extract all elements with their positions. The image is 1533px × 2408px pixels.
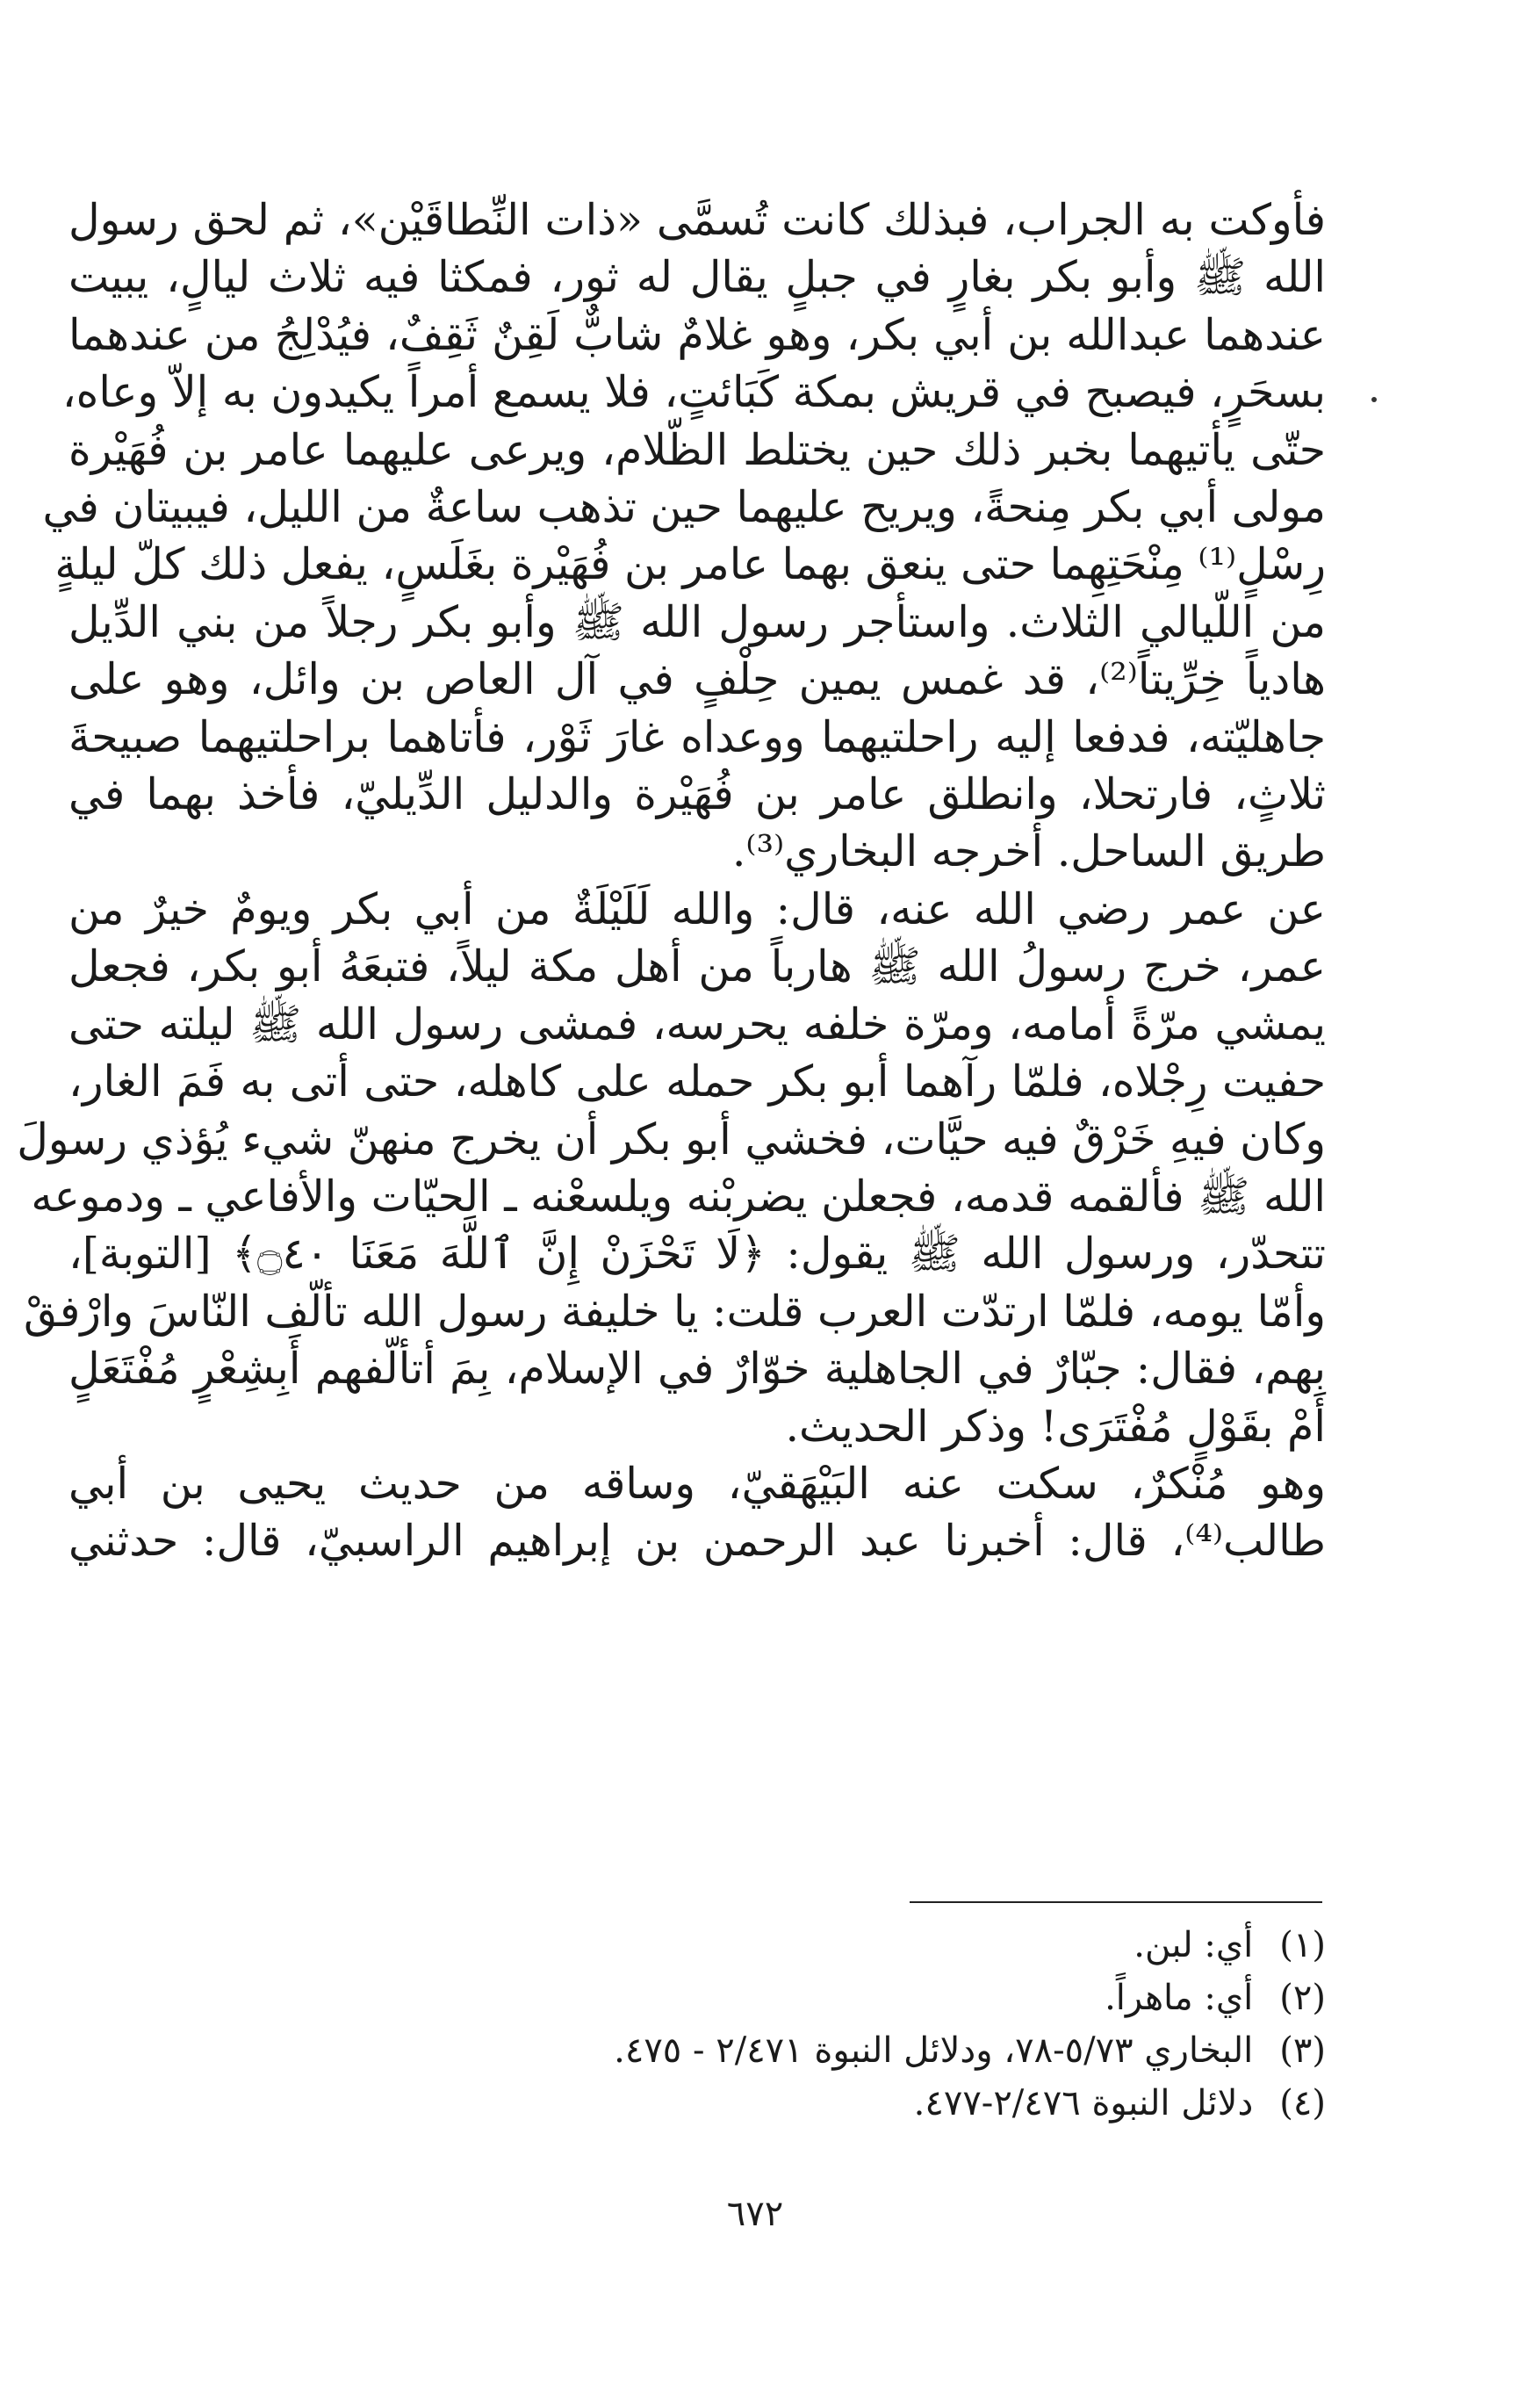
text-line: جاهليّته، فدفعا إليه راحلتيهما ووعداه غارَ ثَوْر، فأتاهما براحلتيهما صبيحةَ	[68, 711, 1326, 762]
text-line: حتّى يأتيهما بخبر ذلك حين يختلط الظّلام، ويرعى عليهما عامر بن فُهَيْرة	[68, 424, 1326, 475]
text-line: فأوكت به الجراب، فبذلك كانت تُسمَّى «ذات النِّطاقَيْن»، ثم لحق رسول	[68, 195, 1326, 245]
footnote-text: أي: ماهراً.	[1105, 1978, 1254, 2018]
text-line: طالب⁽⁴⁾، قال: أخبرنا عبد الرحمن بن إبراهيم الراسبيّ، قال: حدثني	[68, 1516, 1326, 1567]
text-line: يمشي مرّةً أمامه، ومرّة خلفه يحرسه، فمشى رسول الله ﷺ ليلته حتى	[68, 999, 1326, 1049]
text-line: رِسْلٍ⁽¹⁾ مِنْحَتِهِما حتى ينعق بهما عامر بن فُهَيْرة بغَلَسٍ، يفعل ذلك كلّ ليلةٍ	[54, 539, 1326, 590]
text-line: تتحدّر، ورسول الله ﷺ يقول: ﴿لَا تَحْزَنْ إِنَّ ٱللَّهَ مَعَنَا ۝٤٠﴾ [التوبة]،	[68, 1229, 1326, 1280]
text-line: وهو مُنْكرٌ، سكت عنه البَيْهَقيّ، وساقه من حديث يحيى بن أبي	[68, 1458, 1326, 1509]
footnote-text: أي: لبن.	[1134, 1925, 1254, 1965]
text-line: مولى أبي بكر مِنحةً، ويريح عليهما حين تذهب ساعةٌ من الليل، فيبيتان في	[42, 482, 1326, 533]
text-line: ثلاثٍ، فارتحلا، وانطلق عامر بن فُهَيْرة والدليل الدِّيليّ، فأخذ بهما في	[68, 769, 1326, 820]
main-text	[17, 191, 1326, 1570]
margin-dot	[1371, 397, 1377, 402]
text-line: الله ﷺ وأبو بكر بغارٍ في جبلٍ يقال له ثور، فمكثا فيه ثلاث ليالٍ، يبيت	[68, 252, 1326, 303]
text-line: عمر، خرج رسولُ الله ﷺ هارباً من أهل مكة ليلاً، فتبعَهُ أبو بكر، فجعل	[68, 941, 1326, 992]
footnote-divider	[910, 1901, 1322, 1903]
footnote-text: دلائل النبوة ٢/٤٧٦-٤٧٧.	[913, 2083, 1254, 2123]
text-line: حفيت رِجْلاه، فلمّا رآهما أبو بكر حمله على كاهله، حتى أتى به فَمَ الغار،	[68, 1056, 1326, 1107]
text-line: بهم، فقال: جبّارٌ في الجاهلية خوّارٌ في الإسلام، بِمَ أتألّفهم أَبِشِعْرٍ مُفْتَعَلٍ	[68, 1344, 1326, 1395]
text-line: عن عمر رضي الله عنه، قال: والله لَلَيْلَةٌ من أبي بكر ويومٌ خيرٌ من	[68, 883, 1326, 934]
text-line: من اللّيالي الثلاث. واستأجر رسول الله ﷺ وأبو بكر رجلاً من بني الدِّيل	[68, 596, 1326, 647]
footnote	[263, 1919, 1326, 1972]
text-line: الله ﷺ فألقمه قدمه، فجعلن يضربْنه ويلسعْنه ـ الحيّات والأفاعي ـ ودموعه	[31, 1171, 1326, 1222]
footnote	[263, 2024, 1326, 2077]
text-line: وكان فيهِ خَرْقٌ فيه حيَّات، فخشي أبو بكر أن يخرج منهنّ شيء يُؤذي رسولَ	[17, 1114, 1326, 1164]
text-line: عندهما عبدالله بن أبي بكر، وهو غلامٌ شابٌّ لَقِنٌ ثَقِفٌ، فيُدْلِجُ من عندهما	[68, 309, 1326, 360]
footnotes	[263, 1919, 1326, 2130]
text-line: وأمّا يومه، فلمّا ارتدّت العرب قلت: يا خليفة رسول الله تألّف النّاسَ وارْفقْ	[23, 1286, 1326, 1337]
footnote-text: البخاري ٥/٧٣-٧٨، ودلائل النبوة ٢/٤٧١ - ٤٧٥.	[614, 2030, 1254, 2071]
footnote	[263, 2077, 1326, 2130]
page-number: ٦٧٢	[726, 2194, 784, 2234]
footnote-number: (٣)	[1279, 2030, 1326, 2071]
footnote	[263, 1972, 1326, 2024]
text-line: هادياً خِرِّيتاً⁽²⁾، قد غمس يمين حِلْفٍ في آل العاص بن وائل، وهو على	[68, 654, 1326, 705]
footnote-number: (٤)	[1279, 2083, 1326, 2123]
footnote-number: (١)	[1279, 1925, 1326, 1965]
text-line: أَمْ بقَوْلٍ مُفْتَرَى! وذكر الحديث.	[785, 1401, 1326, 1452]
text-line: بسحَرٍ، فيصبح في قريش بمكة كَبَائتٍ، فلا يسمع أمراً يكيدون به إلاّ وعاه،	[61, 367, 1326, 418]
footnote-number: (٢)	[1279, 1978, 1326, 2018]
text-line: طريق الساحل. أخرجه البخاري⁽³⁾.	[731, 826, 1326, 877]
